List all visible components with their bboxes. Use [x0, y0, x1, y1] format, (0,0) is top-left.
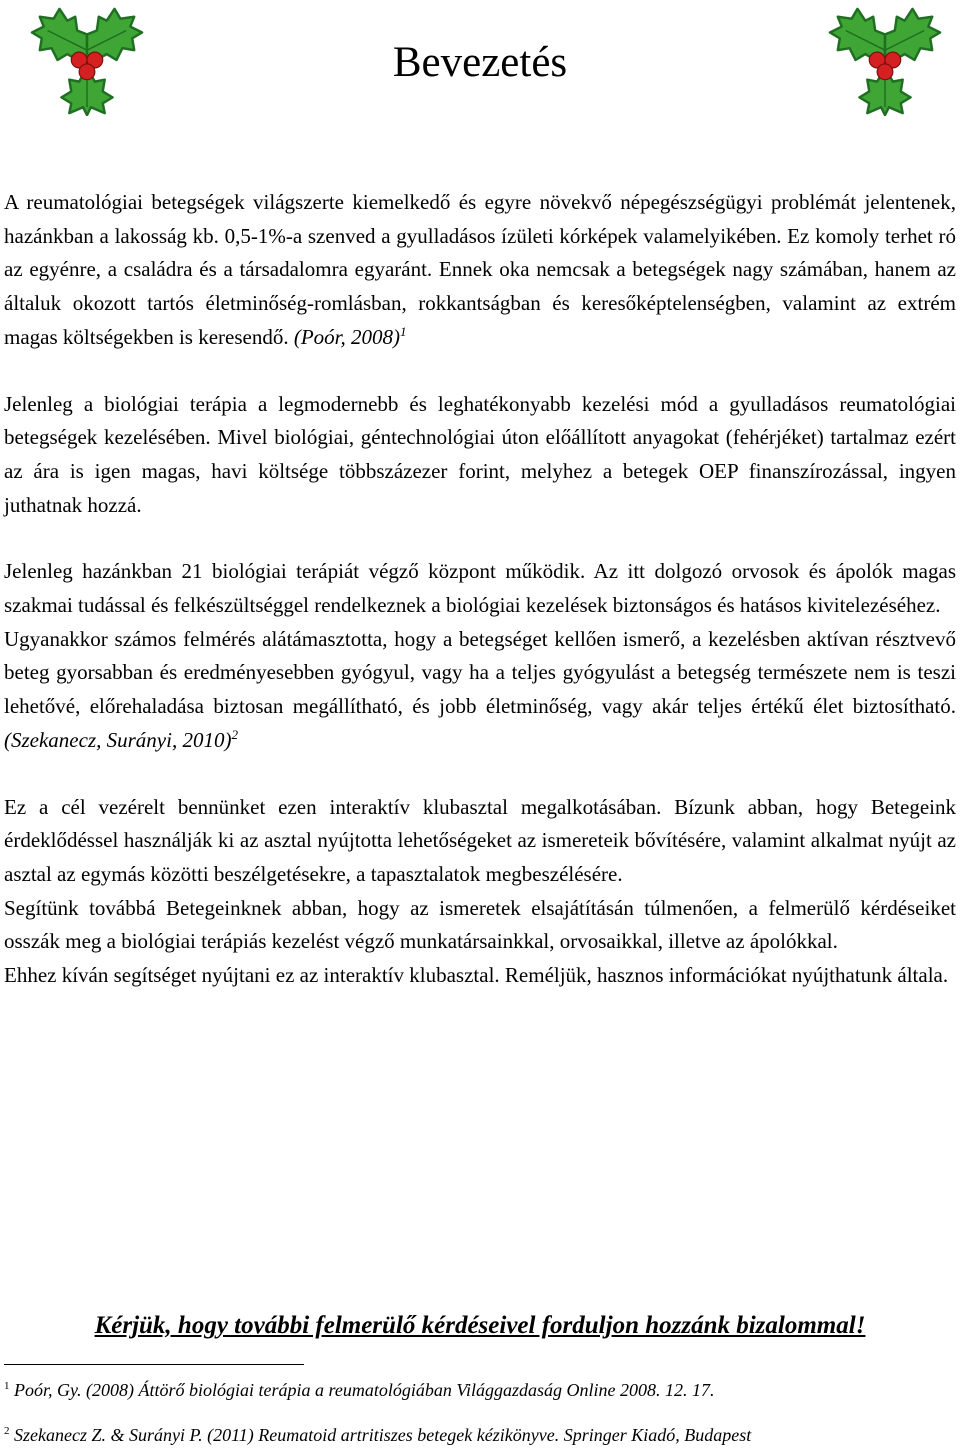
citation: (Poór, 2008) — [293, 324, 401, 349]
footnote-ref: 2 — [231, 726, 238, 742]
paragraph-text: Ugyanakkor számos felmérés alátámasztotta, hogy a betegséget kellően ismerő, a kezelésben aktívan résztvevő beteg gyorsabban és eredményesebben gyógyul, vagy ha a teljes gyógyulást a betegség természete nem is teszi lehetővé, előrehaladása biztosan megállítható, és jobb életminőség, vagy akár teljes értékű élet biztosítható. — [4, 626, 956, 719]
footnote-number: 2 — [4, 1425, 10, 1437]
paragraph-4 — [4, 623, 956, 758]
footnote-1 — [4, 1380, 956, 1401]
paragraph-6: Segítünk továbbá Betegeinknek abban, hogy az ismeretek elsajátításán túlmenően, a felmerülő kérdéseiket osszák meg a biológiai terápiás kezelést végző munkatársainkkal, orvosaikkal, illetve az ápolókkal. — [4, 895, 956, 954]
footnote-text: Szekanecz Z. & Surányi P. (2011) Reumatoid artritiszes betegek kézikönyve. Springer Kiadó, Budapest — [14, 1425, 752, 1445]
footnote-divider — [4, 1364, 304, 1365]
paragraph-2: Jelenleg a biológiai terápia a legmodernebb és leghatékonyabb kezelési mód a gyulladásos reumatológiai betegségek kezelésében. Mivel biológiai, géntechnológiai úton előállított anyagokat (fehérjéket) tartalmaz ezért az ára is igen magas, havi költsége többszázezer forint, melyhez a betegek OEP finanszírozással, ingyen juthatnak hozzá. — [4, 391, 956, 517]
paragraph-5: Ez a cél vezérelt bennünket ezen interaktív klubasztal megalkotásában. Bízunk abban, hogy Betegeink érdeklődéssel használják ki az asztal nyújtotta lehetőségeket az ismereteik bővítésére, valamint alkalmat nyújt az asztal az egymás közötti beszélgetésekre, a tapasztalatok megbeszélésére. — [4, 794, 956, 886]
paragraph-text: A reumatológiai betegségek világszerte kiemelkedő és egyre növekvő népegészségügyi problémát jelentenek, hazánkban a lakosság kb. 0,5-1%-a szenved a gyulladásos ízületi kórképek valamelyikében. Ez komoly terhet ró az egyénre, a családra és a társadalomra egyaránt. Ennek oka nemcsak a betegségek nagy számában, hanem az általuk okozott tartós életminőség-romlásban, rokkantságban és keresőképtelenségben, valamint az extrém magas költségekben is keresendő. — [4, 190, 956, 349]
body-text — [4, 186, 956, 993]
footnote-text: Poór, Gy. (2008) Áttörő biológiai terápia a reumatológiában Világgazdaság Online 2008. 12. 17. — [14, 1380, 715, 1400]
paragraph-7: Ehhez kíván segítséget nyújtani ez az interaktív klubasztal. Reméljük, hasznos információkat nyújthatunk általa. — [4, 963, 949, 988]
citation: (Szekanecz, Surányi, 2010) — [4, 727, 232, 752]
paragraph-3: Jelenleg hazánkban 21 biológiai terápiát végző központ működik. Az itt dolgozó orvosok és ápolók magas szakmai tudással és felkészültséggel rendelkeznek a biológiai kezelések biztonságos és hatásos kivitelezéséhez. — [4, 559, 956, 618]
footnote-2 — [4, 1425, 956, 1446]
footnote-number: 1 — [4, 1380, 10, 1392]
footnote-ref: 1 — [400, 323, 407, 339]
paragraph-1 — [4, 186, 956, 355]
page-title: Bevezetés — [392, 39, 568, 86]
closing-statement: Kérjük, hogy további felmerülő kérdéseivel forduljon hozzánk bizalommal! — [94, 1312, 866, 1339]
